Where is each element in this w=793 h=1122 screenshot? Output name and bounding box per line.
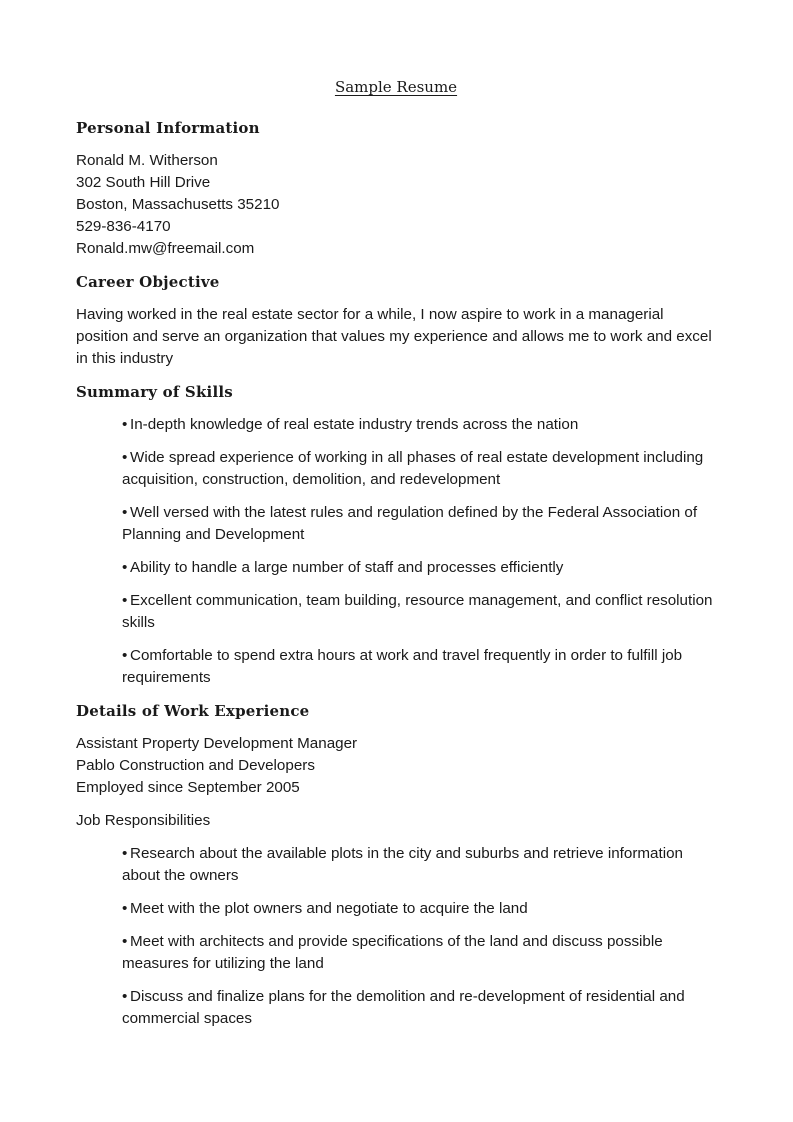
resume-page (76, 0, 726, 1122)
bullet-icon: • (122, 504, 128, 521)
bullet-icon: • (122, 647, 128, 664)
bullet-icon: • (122, 988, 128, 1005)
job-responsibilities-label: Job Responsibilities (76, 812, 211, 829)
employment-period: Employed since September 2005 (76, 779, 300, 796)
responsibilities-list (122, 843, 722, 1041)
list-item: • Wide spread experience of working in all phases of real estate development including acquisition, construction, demolition, and redevelopment (122, 449, 704, 488)
page-title: Sample Resume (334, 78, 458, 96)
list-item: • Comfortable to spend extra hours at work and travel frequently in order to fulfill job requirements (122, 647, 683, 686)
list-item: • Meet with the plot owners and negotiate to acquire the land (122, 898, 722, 920)
phone-number: 529-836-4170 (76, 218, 171, 235)
bullet-icon: • (122, 416, 128, 433)
job-title: Assistant Property Development Manager (76, 735, 358, 752)
list-item: • Discuss and finalize plans for the demolition and re-development of residential and commercial spaces (122, 988, 685, 1027)
employer-name: Pablo Construction and Developers (76, 757, 315, 774)
list-item: • In-depth knowledge of real estate industry trends across the nation (122, 414, 722, 436)
list-item: • Well versed with the latest rules and regulation defined by the Federal Association of Planning and Development (122, 504, 698, 543)
list-item: • Research about the available plots in the city and suburbs and retrieve information about the owners (122, 845, 683, 884)
address-street: 302 South Hill Drive (76, 174, 211, 191)
career-objective-heading: Career Objective (76, 273, 220, 291)
work-experience-block (76, 733, 357, 799)
bullet-icon: • (122, 845, 128, 862)
bullet-icon: • (122, 933, 128, 950)
person-name: Ronald M. Witherson (76, 152, 218, 169)
bullet-icon: • (122, 449, 128, 466)
list-item: • Meet with architects and provide specifications of the land and discuss possible measures for utilizing the land (122, 933, 663, 972)
personal-information-heading: Personal Information (76, 119, 260, 137)
list-item: • Ability to handle a large number of staff and processes efficiently (122, 557, 722, 579)
career-objective-text: Having worked in the real estate sector for a while, I now aspire to work in a managerial position and serve an organization that values my experience and allows me to work and excel in this industry (76, 306, 712, 367)
bullet-icon: • (122, 900, 128, 917)
bullet-icon: • (122, 592, 128, 609)
address-city: Boston, Massachusetts 35210 (76, 196, 280, 213)
bullet-icon: • (122, 559, 128, 576)
list-item: • Excellent communication, team building, resource management, and conflict resolution skills (122, 592, 713, 631)
email-address: Ronald.mw@freemail.com (76, 240, 255, 257)
skills-heading: Summary of Skills (76, 383, 233, 401)
work-experience-heading: Details of Work Experience (76, 702, 310, 720)
personal-information-block (76, 150, 279, 260)
skills-list (122, 414, 722, 700)
